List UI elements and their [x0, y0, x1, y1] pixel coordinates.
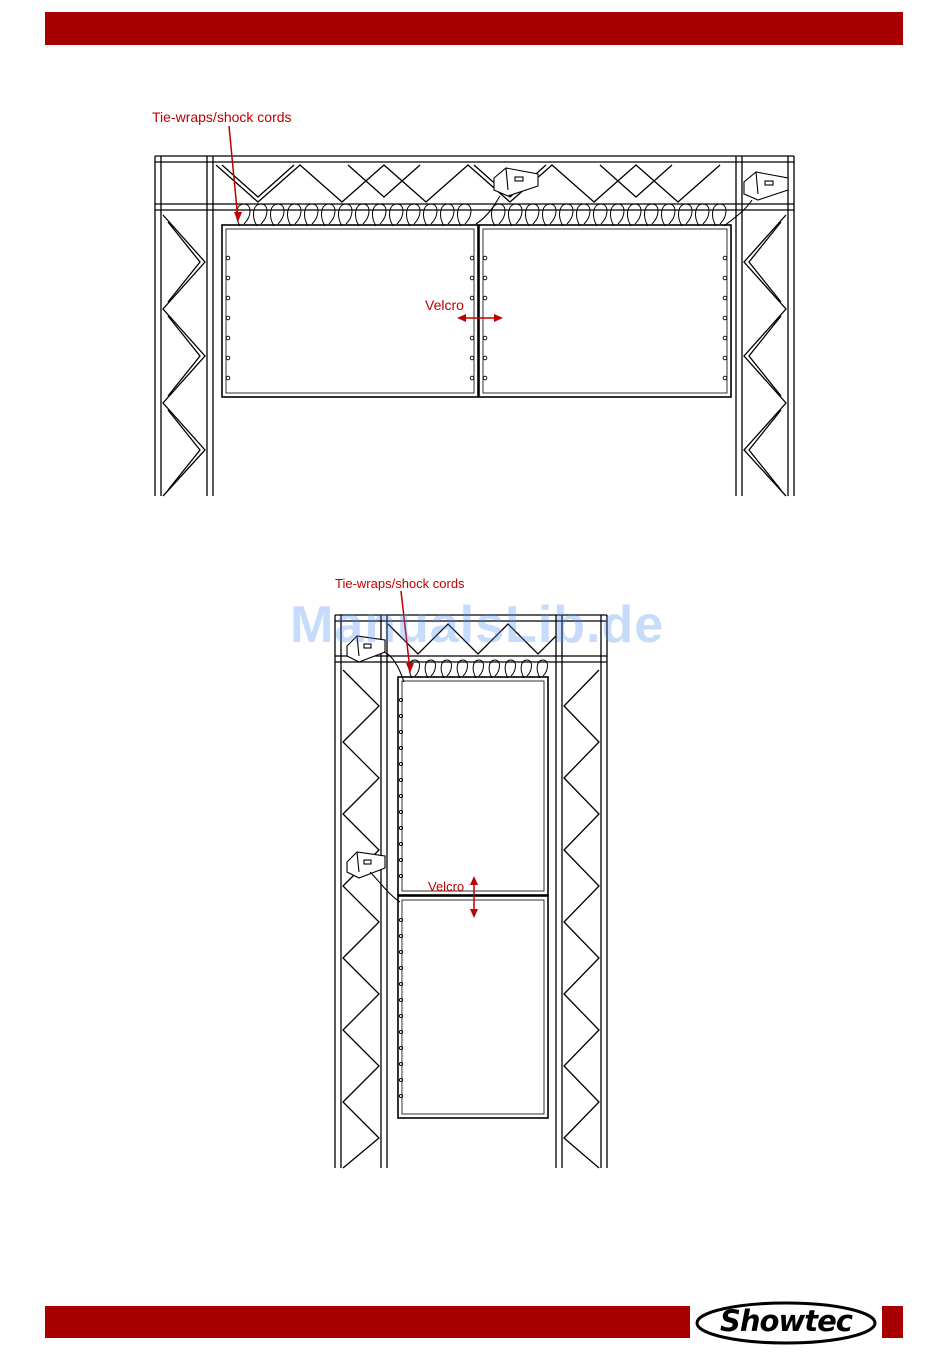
tiewrap-label-top: Tie-wraps/shock cords [152, 109, 292, 125]
footer-bar [45, 1306, 690, 1338]
controller-icon [347, 852, 400, 902]
velcro-label-top: Velcro [425, 297, 464, 313]
footer-bar-end [882, 1306, 903, 1338]
tiewrap-label-bottom: Tie-wraps/shock cords [335, 576, 465, 591]
brand-logo [694, 1300, 878, 1346]
velcro-label-bottom: Velcro [428, 879, 465, 894]
watermark: ManualsLib.de [290, 596, 665, 654]
logo-text: Showtec [720, 1304, 852, 1338]
